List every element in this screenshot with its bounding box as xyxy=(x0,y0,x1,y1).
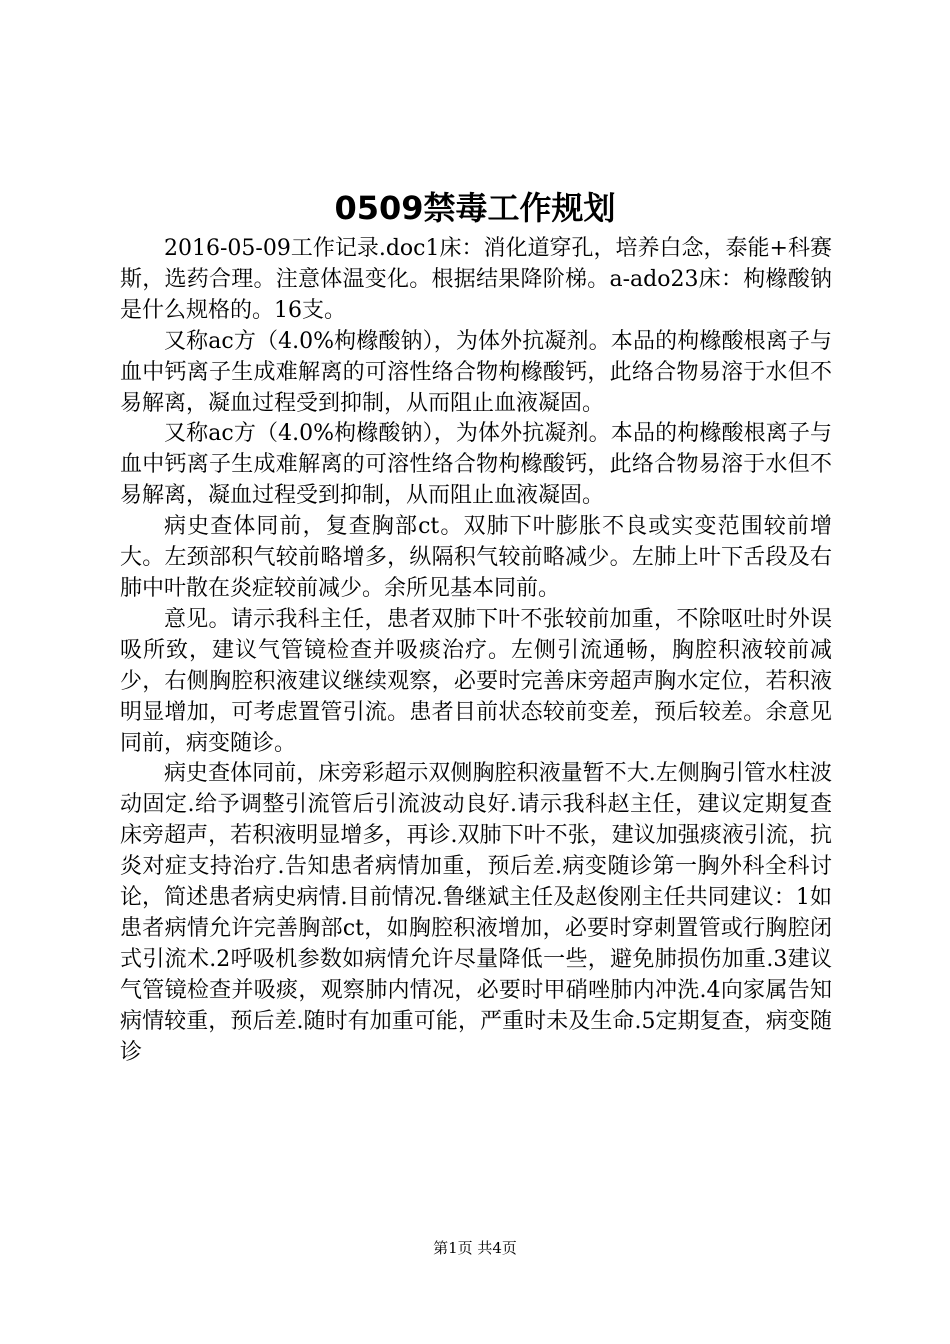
document-title: 0509禁毒工作规划 xyxy=(334,189,616,227)
paragraph-ac-formula-2: 又称ac方（4.0%枸橼酸钠），为体外抗凝剂。本品的枸橼酸根离子与血中钙离子生成难解离的可溶性络合物枸橼酸钙，此络合物易溶于水但不易解离，凝血过程受到抑制，从而阻止血液凝固。 xyxy=(120,421,832,509)
paragraph-work-record: 2016-05-09工作记录.doc1床：消化道穿孔，培养白念，泰能+科赛斯，选药合理。注意体温变化。根据结果降阶梯。a-ado23床：枸橼酸钠是什么规格的。16支。 xyxy=(120,236,832,323)
paragraph-discussion: 病史查体同前，床旁彩超示双侧胸腔积液量暂不大.左侧胸引管水柱波动固定.给予调整引流管后引流波动良好.请示我科赵主任，建议定期复查床旁超声，若积液明显增多，再诊.双肺下叶不张，建议加强痰液引流，抗炎对症支持治疗.告知患者病情加重，预后差.病变随诊第一胸外科全科讨论，简述患者病史病情.目前情况.鲁继斌主任及赵俊刚主任共同建议：1如患者病情允许完善胸部ct，如胸腔积液增加，必要时穿刺置管或行胸腔闭式引流术.2呼吸机参数如病情允许尽量降低一些，避免肺损伤加重.3建议气管镜检查并吸痰，观察肺内情况，必要时甲硝唑肺内冲洗.4向家属告知病情较重，预后差.随时有加重可能，严重时未及生命.5定期复查，病变随诊 xyxy=(120,761,832,1065)
paragraph-chest-ct: 病史查体同前，复查胸部ct。双肺下叶膨胀不良或实变范围较前增大。左颈部积气较前略增多，纵隔积气较前略减少。左肺上叶下舌段及右肺中叶散在炎症较前减少。余所见基本同前。 xyxy=(120,514,832,601)
paragraph-ac-formula-1: 又称ac方（4.0%枸橼酸钠），为体外抗凝剂。本品的枸橼酸根离子与血中钙离子生成难解离的可溶性络合物枸橼酸钙，此络合物易溶于水但不易解离，凝血过程受到抑制，从而阻止血液凝固。 xyxy=(120,328,832,416)
paragraph-opinion: 意见。请示我科主任，患者双肺下叶不张较前加重，不除呕吐时外误吸所致，建议气管镜检查并吸痰治疗。左侧引流通畅，胸腔积液较前减少，右侧胸腔积液建议继续观察，必要时完善床旁超声胸水定位，若积液明显增加，可考虑置管引流。患者目前状态较前变差，预后较差。余意见同前，病变随诊。 xyxy=(120,606,832,756)
document-body xyxy=(120,234,832,1068)
page-footer: 第1页 共4页 xyxy=(433,1239,517,1257)
